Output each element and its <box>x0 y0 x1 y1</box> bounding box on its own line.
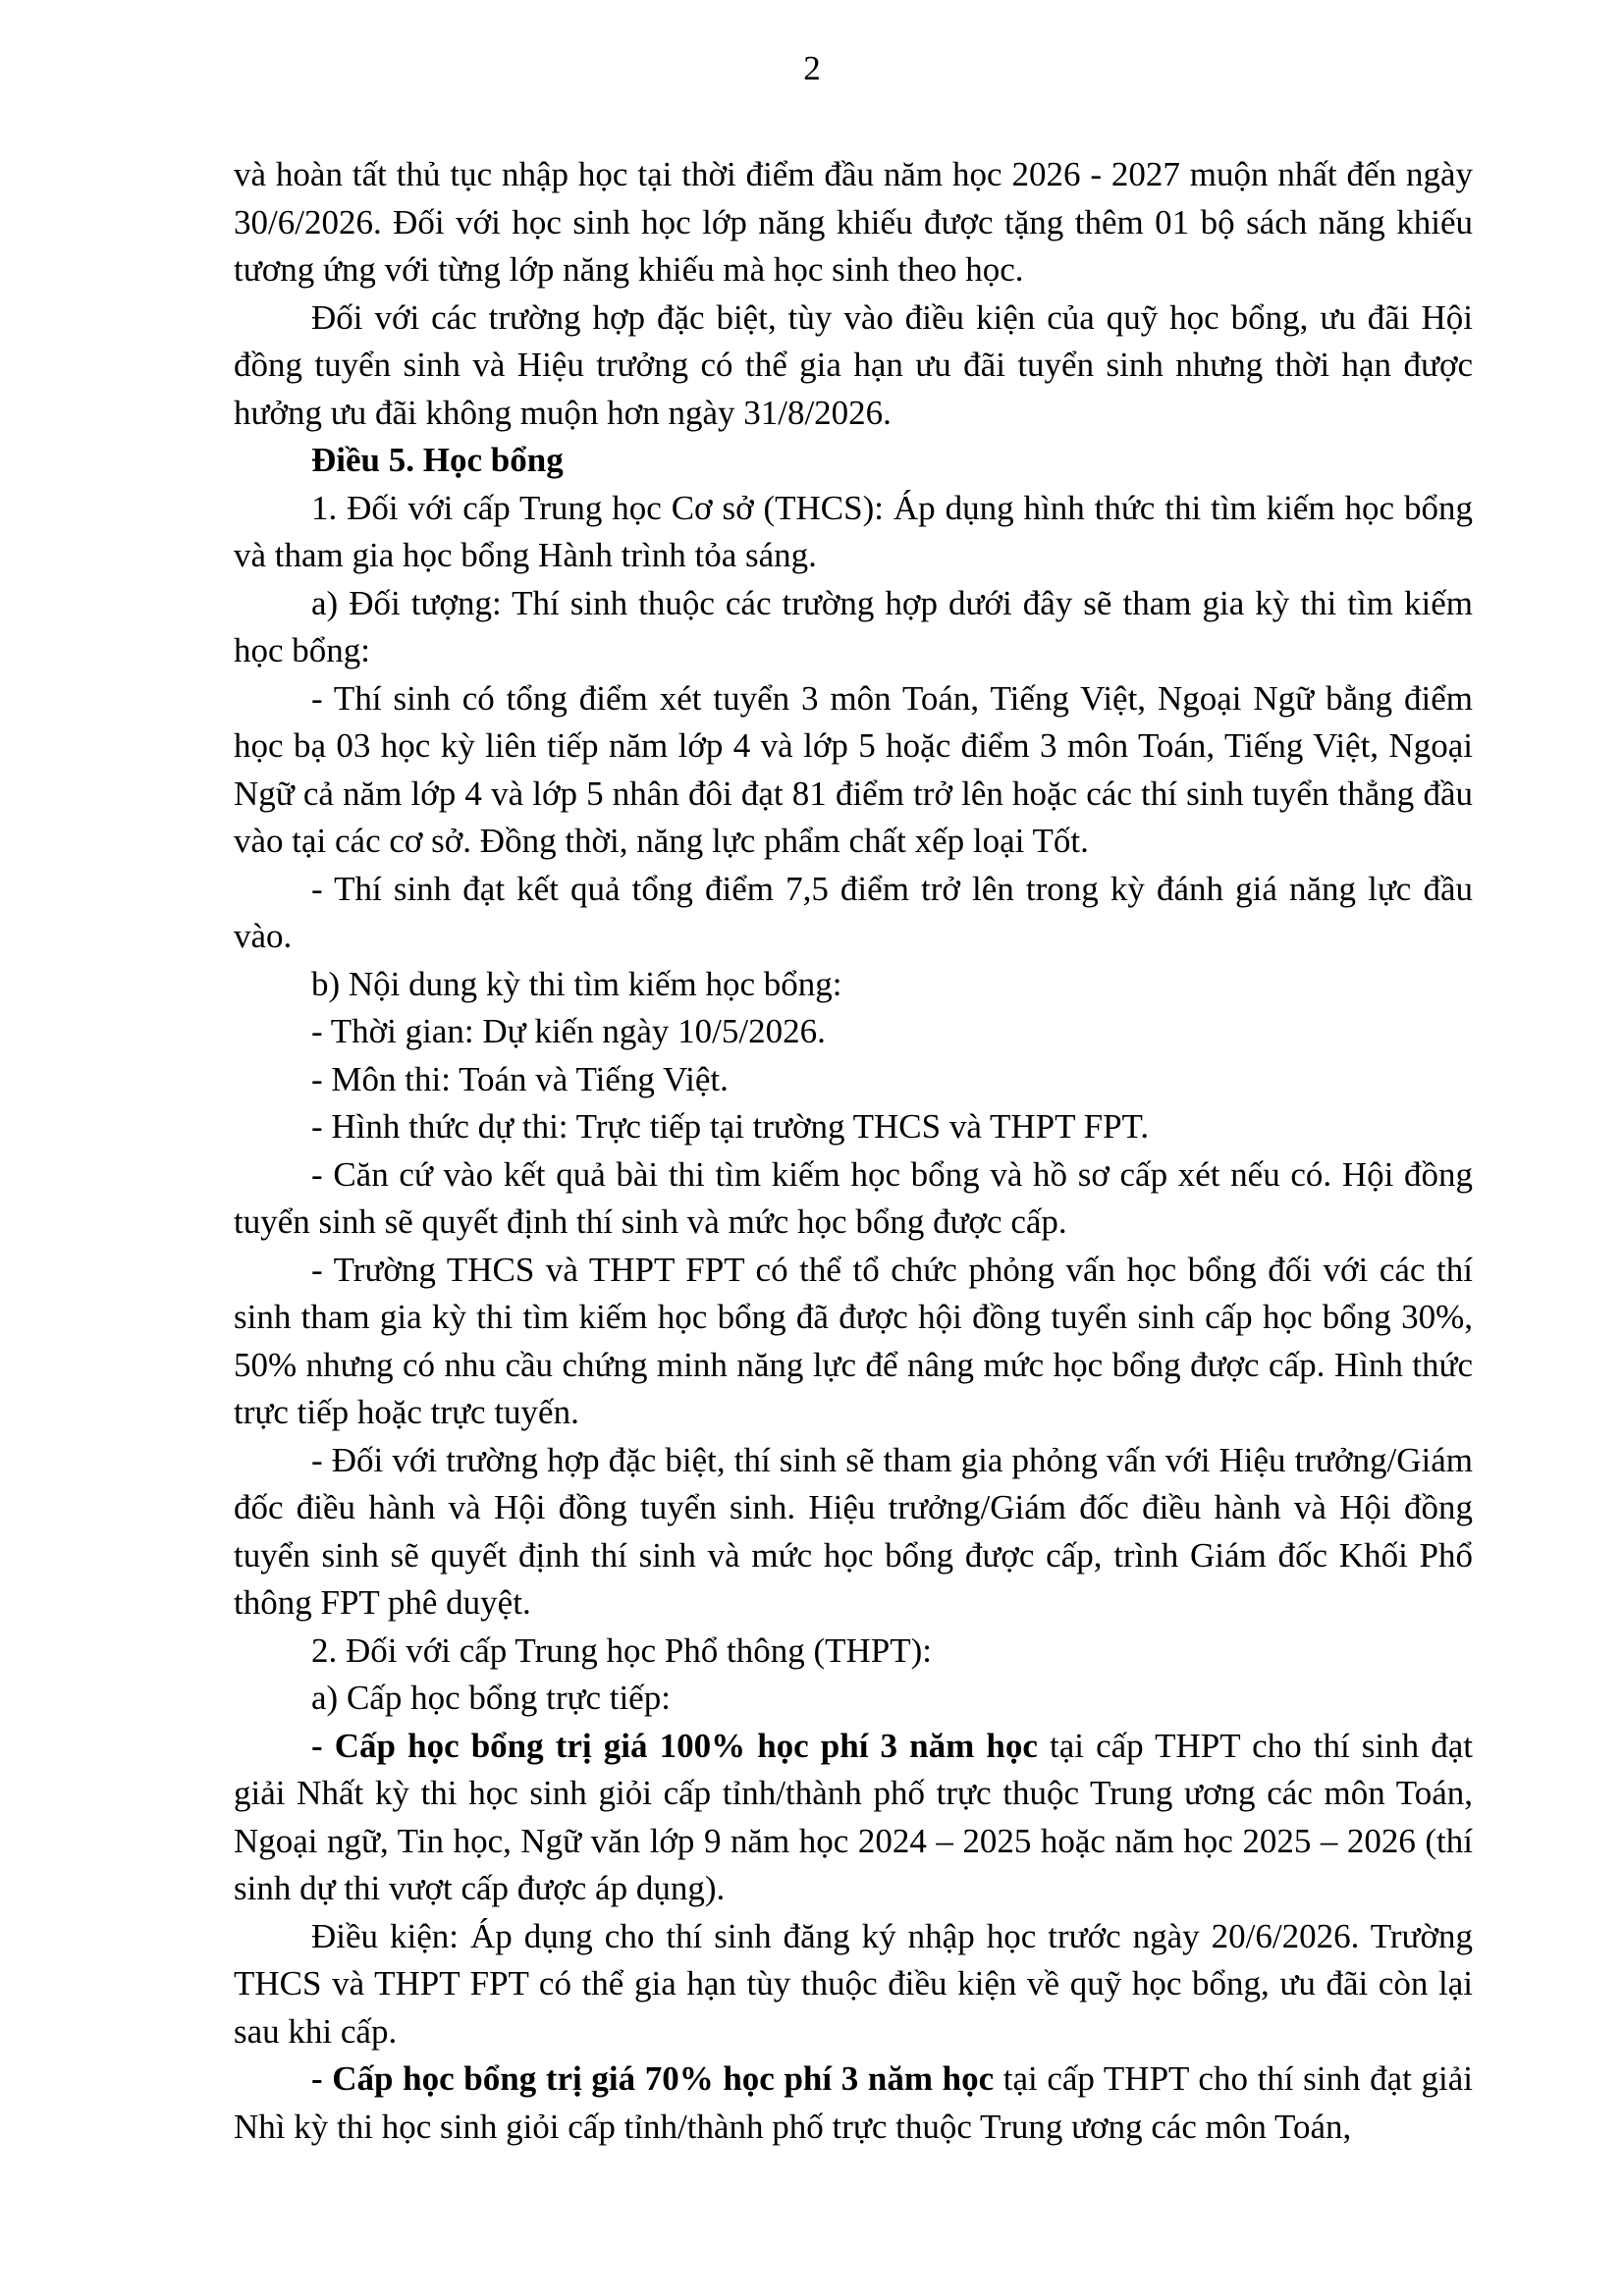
paragraph-eligibility: a) Đối tượng: Thí sinh thuộc các trường hợp dưới đây sẽ tham gia kỳ thi tìm kiếm học bổng: <box>234 583 1473 669</box>
list-item-special-interview: - Đối với trường hợp đặc biệt, thí sinh sẽ tham gia phỏng vấn với Hiệu trưởng/Giám đốc điều hành và Hội đồng tuyển sinh. Hiệu trưởng/Giám đốc điều hành và Hội đồng tuyển sinh sẽ quyết định thí sinh và mức học bổng được cấp, trình Giám đốc Khối Phổ thông FPT phê duyệt. <box>234 1440 1473 1622</box>
page-number: 2 <box>803 49 821 87</box>
list-item-score-criteria: - Thí sinh có tổng điểm xét tuyển 3 môn Toán, Tiếng Việt, Ngoại Ngữ bằng điểm học bạ 03 học kỳ liên tiếp năm lớp 4 và lớp 5 hoặc điểm 3 môn Toán, Tiếng Việt, Ngoại Ngữ cả năm lớp 4 và lớp 5 nhân đôi đạt 81 điểm trở lên hoặc các thí sinh tuyển thẳng đầu vào tại các cơ sở. Đồng thời, năng lực phẩm chất xếp loại Tốt. <box>234 678 1473 860</box>
list-item-exam-format: - Hình thức dự thi: Trực tiếp tại trường THCS và THPT FPT. <box>311 1107 1150 1146</box>
paragraph-exam-content: b) Nội dung kỳ thi tìm kiếm học bổng: <box>311 964 842 1003</box>
paragraph-thcs-scholarship: 1. Đối với cấp Trung học Cơ sở (THCS): Áp dụng hình thức thi tìm kiếm học bổng và tham gia học bổng Hành trình tỏa sáng. <box>234 488 1473 574</box>
paragraph-special-cases: Đối với các trường hợp đặc biệt, tùy vào điều kiện của quỹ học bổng, ưu đãi Hội đồng tuyển sinh và Hiệu trưởng có thể gia hạn ưu đãi tuyển sinh nhưng thời hạn được hưởng ưu đãi không muộn hơn ngày 31/8/2026. <box>234 297 1473 432</box>
list-item-exam-subjects: - Môn thi: Toán và Tiếng Việt. <box>311 1059 729 1098</box>
list-item-assessment-score: - Thí sinh đạt kết quả tổng điểm 7,5 điểm trở lên trong kỳ đánh giá năng lực đầu vào. <box>234 869 1473 955</box>
list-item-exam-time: - Thời gian: Dự kiến ngày 10/5/2026. <box>311 1012 826 1050</box>
scholarship-100-emphasis: - Cấp học bổng trị giá 100% học phí 3 năm học <box>311 1726 1038 1765</box>
list-item-scholarship-70 <box>234 2056 1473 2151</box>
paragraph-enrollment-deadline: và hoàn tất thủ tục nhập học tại thời điểm đầu năm học 2026 - 2027 muộn nhất đến ngày 30/6/2026. Đối với học sinh học lớp năng khiếu được tặng thêm 01 bộ sách năng khiếu tương ứng với từng lớp năng khiếu mà học sinh theo học. <box>234 155 1473 289</box>
paragraph-thpt-scholarship: 2. Đối với cấp Trung học Phổ thông (THPT): <box>311 1630 932 1670</box>
scholarship-70-emphasis: - Cấp học bổng trị giá 70% học phí 3 năm học <box>311 2059 995 2098</box>
list-item-scholarship-100 <box>234 1723 1473 1913</box>
body-text <box>234 151 1473 2151</box>
list-item-interview: - Trường THCS và THPT FPT có thể tổ chức phỏng vấn học bổng đối với các thí sinh tham gia kỳ thi tìm kiếm học bổng đã được hội đồng tuyển sinh cấp học bổng 30%, 50% nhưng có nhu cầu chứng minh năng lực để nâng mức học bổng được cấp. Hình thức trực tiếp hoặc trực tuyến. <box>234 1250 1473 1431</box>
scholarship-100-details: tại cấp THPT cho thí sinh đạt giải Nhất kỳ thi học sinh giỏi cấp tỉnh/thành phố trực thuộc Trung ương các môn Toán, Ngoại ngữ, Tin học, Ngữ văn lớp 9 năm học 2024 – 2025 hoặc năm học 2025 – 2026 (thí sinh dự thi vượt cấp được áp dụng). <box>234 1726 1473 1907</box>
scholarship-70-details: tại cấp THPT cho thí sinh đạt giải Nhì kỳ thi học sinh giỏi cấp tỉnh/thành phố trực thuộc Trung ương các môn Toán, <box>234 2059 1473 2146</box>
paragraph-direct-scholarship: a) Cấp học bổng trực tiếp: <box>311 1679 671 1717</box>
article-5-heading: Điều 5. Học bổng <box>311 441 564 479</box>
list-item-exam-results: - Căn cứ vào kết quả bài thi tìm kiếm học bổng và hồ sơ cấp xét nếu có. Hội đồng tuyển sinh sẽ quyết định thí sinh và mức học bổng được cấp. <box>234 1154 1473 1241</box>
paragraph-conditions: Điều kiện: Áp dụng cho thí sinh đăng ký nhập học trước ngày 20/6/2026. Trường THCS và THPT FPT có thể gia hạn tùy thuộc điều kiện về quỹ học bổng, ưu đãi còn lại sau khi cấp. <box>234 1916 1473 2051</box>
